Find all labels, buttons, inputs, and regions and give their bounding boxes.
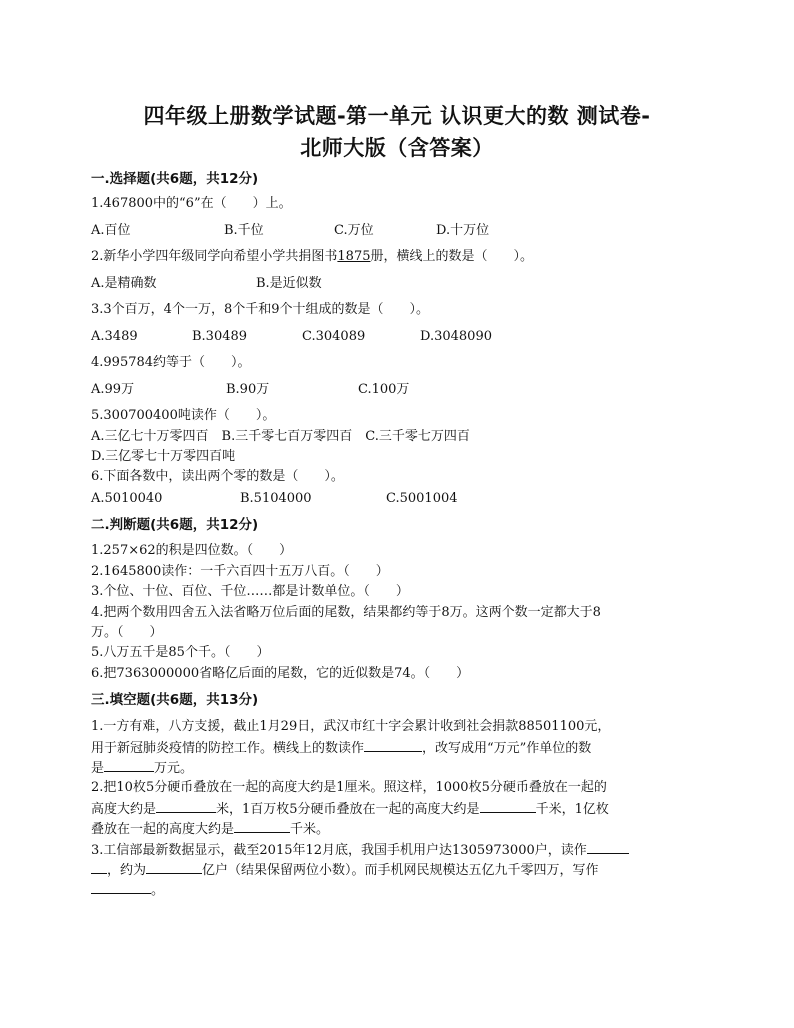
q6-option-c: C.5001004 [386, 491, 458, 506]
fill-1-line-3 [91, 759, 193, 777]
fill-2-text-c: 千米，1亿枚 [535, 802, 609, 817]
q5-options-abc: A.三亿七十万零四百 B.三千零七百万零四百 C.三千零七万四百 [91, 429, 470, 444]
fill-3-text-b: ，约为 [107, 863, 147, 878]
question-2-stem [91, 249, 533, 265]
judge-item-3: 3.个位、十位、百位、千位……都是计数单位。（ ） [91, 584, 409, 599]
section-heading-choice: 一.选择题(共6题，共12分) [91, 171, 259, 187]
answer-blank[interactable] [104, 759, 154, 772]
question-6-stem: 6.下面各数中，读出两个零的数是（ ）。 [91, 469, 344, 484]
question-4-stem: 4.995784约等于（ ）。 [91, 355, 251, 370]
q4-option-c: C.100万 [358, 382, 410, 397]
q1-option-d: D.十万位 [436, 223, 490, 238]
page-title-line2: 北师大版（含答案） [300, 136, 494, 160]
section-heading-fill: 三.填空题(共6题，共13分) [91, 692, 259, 708]
judge-item-5: 5.八万五千是85个千。（ ） [91, 645, 270, 660]
answer-blank[interactable] [234, 820, 290, 833]
page-title-line1: 四年级上册数学试题-第一单元 认识更大的数 测试卷- [143, 104, 651, 128]
fill-2-line-3 [91, 820, 329, 838]
section-heading-judge: 二.判断题(共6题，共12分) [91, 517, 259, 533]
q1-option-c: C.万位 [334, 223, 374, 238]
fill-3-line-1 [91, 841, 629, 859]
fill-3-text-c: 亿户（结果保留两位小数）。而手机网民规模达五亿九千零四万，写作 [202, 863, 599, 878]
fill-2-text-b: 米，1百万枚5分硬币叠放在一起的高度大约是 [216, 802, 480, 817]
fill-2-text-e: 千米。 [290, 822, 330, 837]
fill-1-text-b: ，改写成用“万元”作单位的数 [422, 741, 592, 756]
judge-item-2: 2.1645800读作：一千六百四十五万八百。（ ） [91, 564, 389, 579]
answer-blank[interactable] [91, 861, 107, 874]
q6-option-b: B.5104000 [240, 491, 312, 506]
q3-option-c: C.304089 [302, 329, 366, 344]
fill-2-text-a: 高度大约是 [91, 802, 157, 817]
q2-underlined-number: 1875 [337, 249, 371, 264]
q4-option-b: B.90万 [226, 382, 270, 397]
judge-item-4: 4.把两个数用四舍五入法省略万位后面的尾数，结果都约等于8万。这两个数一定都大于8 [91, 605, 601, 620]
q2-stem-prefix: 2.新华小学四年级同学向希望小学共捐图书 [91, 249, 338, 264]
q2-stem-suffix: 册，横线上的数是（ ）。 [370, 249, 534, 264]
judge-item-6: 6.把7363000000省略亿后面的尾数，它的近似数是74。（ ） [91, 666, 470, 681]
fill-1-line-2 [91, 739, 591, 757]
question-3-stem: 3.3个百万，4个一万，8个千和9个十组成的数是（ ）。 [91, 302, 429, 317]
q2-option-b: B.是近似数 [256, 276, 322, 291]
question-1-stem: 1.467800中的“6”在（ ）上。 [91, 196, 292, 211]
fill-2-line-2 [91, 800, 609, 818]
q4-option-a: A.99万 [91, 382, 135, 397]
q3-option-b: B.30489 [192, 329, 248, 344]
fill-1-line-1: 1.一方有难，八方支援，截止1月29日，武汉市红十字会累计收到社会捐款88501100元， [91, 719, 611, 734]
fill-3-line-3 [91, 881, 164, 899]
q5-option-d: D.三亿零七十万零四百吨 [91, 449, 236, 464]
fill-1-text-d: 万元。 [154, 761, 194, 776]
answer-blank[interactable] [156, 800, 216, 813]
fill-1-text-c: 是 [91, 761, 105, 776]
q3-option-a: A.3489 [91, 329, 138, 344]
judge-item-1: 1.257×62的积是四位数。（ ） [91, 543, 293, 558]
fill-3-line-2 [91, 861, 599, 879]
question-5-stem: 5.300700400吨读作（ ）。 [91, 408, 276, 423]
fill-2-text-d: 叠放在一起的高度大约是 [91, 822, 235, 837]
answer-blank[interactable] [146, 861, 202, 874]
judge-item-4-continued: 万。（ ） [91, 625, 163, 640]
q6-option-a: A.5010040 [91, 491, 163, 506]
q1-option-b: B.千位 [224, 223, 264, 238]
q3-option-d: D.3048090 [420, 329, 492, 344]
fill-3-text-d: 。 [151, 883, 165, 898]
answer-blank[interactable] [364, 739, 422, 752]
answer-blank[interactable] [480, 800, 536, 813]
fill-2-line-1: 2.把10枚5分硬币叠放在一起的高度大约是1厘米。照这样，1000枚5分硬币叠放在一起的 [91, 780, 607, 795]
answer-blank[interactable] [587, 841, 629, 854]
fill-1-text-a: 用于新冠肺炎疫情的防控工作。横线上的数读作 [91, 741, 365, 756]
q1-option-a: A.百位 [91, 223, 131, 238]
q2-option-a: A.是精确数 [91, 276, 157, 291]
fill-3-text-a: 3.工信部最新数据显示，截至2015年12月底，我国手机用户达1305973000户，读作 [91, 843, 587, 858]
answer-blank[interactable] [91, 881, 151, 894]
